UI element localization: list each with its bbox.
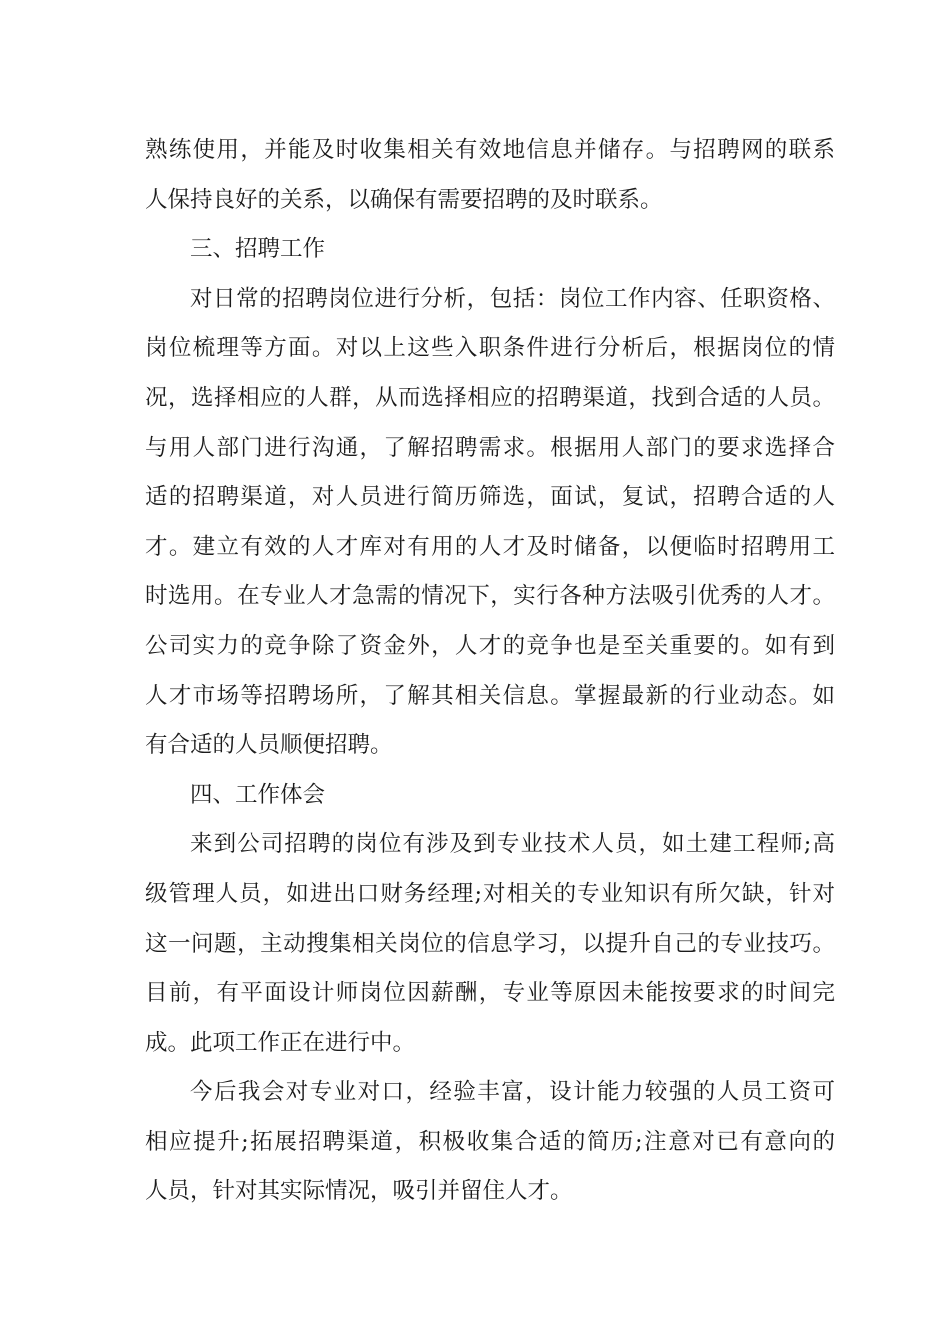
text-line: 人员，针对其实际情况，吸引并留住人才。 — [145, 1178, 573, 1205]
text-line: 人才市场等招聘场所，了解其相关信息。掌握最新的行业动态。如 — [145, 682, 835, 709]
text-line: 与用人部门进行沟通，了解招聘需求。根据用人部门的要求选择合 — [145, 434, 835, 461]
text-line: 况，选择相应的人群，从而选择相应的招聘渠道，找到合适的人员。 — [145, 384, 835, 411]
section-heading-experience: 四、工作体会 — [190, 781, 326, 808]
section-heading-recruitment: 三、招聘工作 — [190, 236, 326, 263]
text-line: 目前，有平面设计师岗位因薪酬，专业等原因未能按要求的时间完 — [145, 980, 835, 1007]
text-line: 有合适的人员顺便招聘。 — [145, 732, 393, 759]
text-line: 今后我会对专业对口，经验丰富，设计能力较强的人员工资可 — [190, 1079, 835, 1106]
text-line: 适的招聘渠道，对人员进行简历筛选，面试，复试，招聘合适的人 — [145, 484, 835, 511]
text-line: 才。建立有效的人才库对有用的人才及时储备，以便临时招聘用工 — [145, 533, 835, 560]
text-line: 人保持良好的关系，以确保有需要招聘的及时联系。 — [145, 186, 663, 213]
text-line: 这一问题，主动搜集相关岗位的信息学习，以提升自己的专业技巧。 — [145, 930, 835, 957]
text-line: 来到公司招聘的岗位有涉及到专业技术人员，如土建工程师;高 — [190, 831, 835, 858]
text-line: 熟练使用，并能及时收集相关有效地信息并储存。与招聘网的联系 — [145, 137, 835, 163]
text-line: 岗位梳理等方面。对以上这些入职条件进行分析后，根据岗位的情 — [145, 335, 835, 362]
document-body — [145, 126, 835, 1217]
text-line: 级管理人员，如进出口财务经理;对相关的专业知识有所欠缺，针对 — [145, 880, 835, 907]
text-line: 对日常的招聘岗位进行分析，包括：岗位工作内容、任职资格、 — [190, 285, 835, 312]
text-line: 相应提升;拓展招聘渠道，积极收集合适的简历;注意对已有意向的 — [145, 1128, 835, 1155]
text-line: 成。此项工作正在进行中。 — [145, 1029, 416, 1056]
text-line: 时选用。在专业人才急需的情况下，实行各种方法吸引优秀的人才。 — [145, 583, 835, 610]
text-line: 公司实力的竞争除了资金外，人才的竞争也是至关重要的。如有到 — [145, 632, 835, 659]
